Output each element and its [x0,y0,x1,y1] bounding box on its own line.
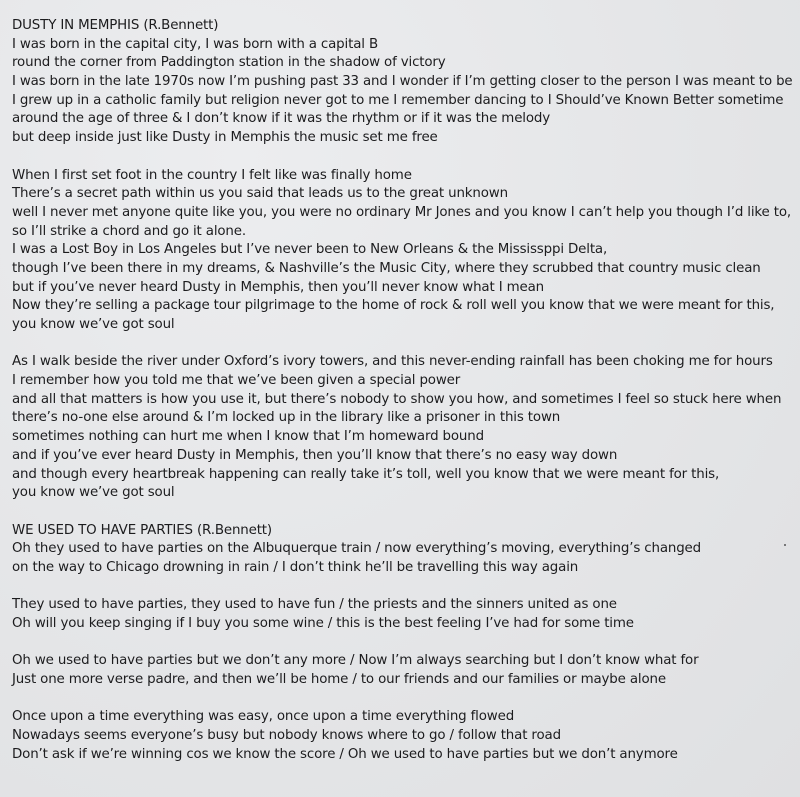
lyric-line: well I never met anyone quite like you, you were no ordinary Mr Jones and you know I can’t help you though I’d like to, [12,204,791,220]
lyric-line: on the way to Chicago drowning in rain / I don’t think he’ll be travelling this way again [12,559,579,575]
paper-speck [784,544,786,546]
stanza-4 [12,708,792,764]
lyric-line: Once upon a time everything was easy, once upon a time everything flowed [12,709,515,725]
lyric-line: When I first set foot in the country I felt like was finally home [12,167,412,183]
lyric-line: There’s a secret path within us you said that leads us to the great unknown [12,186,508,202]
lyric-line: and if you’ve ever heard Dusty in Memphis, then you’ll know that there’s no easy way down [12,447,618,463]
lyric-line: I was a Lost Boy in Los Angeles but I’ve never been to New Orleans & the Mississppi Delta, [12,242,608,258]
lyric-line: As I walk beside the river under Oxford’s ivory towers, and this never-ending rainfall has been choking me for hours [12,354,773,370]
lyric-line: I was born in the late 1970s now I’m pushing past 33 and I wonder if I’m getting closer to the person I was meant to be [12,74,793,90]
lyric-line: Oh will you keep singing if I buy you some wine / this is the best feeling I’ve had for some time [12,616,634,631]
lyric-line: Now they’re selling a package tour pilgrimage to the home of rock & roll well you know that we were meant for this, [12,298,775,314]
lyric-line: though I’ve been there in my dreams, & Nashville’s the Music City, where they scrubbed that country music clean [12,260,761,276]
lyric-line: around the age of three & I don’t know if it was the rhythm or if it was the melody [12,111,551,127]
stanza-2 [12,596,792,633]
song-we-used-to-have-parties [12,522,792,765]
lyrics-sheet [12,17,792,765]
lyric-line: but if you’ve never heard Dusty in Memphis, then you’ll never know what I mean [12,279,544,295]
lyric-line: Oh they used to have parties on the Albuquerque train / now everything’s moving, everything’s changed [12,541,701,557]
lyric-line: but deep inside just like Dusty in Memphis the music set me free [12,130,438,146]
lyric-line: and though every heartbreak happening can really take it’s toll, well you know that we were meant for this, [12,466,720,482]
lyric-line: Nowadays seems everyone’s busy but nobody knows where to go / follow that road [12,728,561,744]
stanza-2 [12,167,792,335]
stanza-3 [12,652,792,689]
song-title: DUSTY IN MEMPHIS (R.Bennett) [12,18,219,33]
lyric-line: there’s no-one else around & I’m locked up in the library like a prisoner in this town [12,410,561,426]
lyric-line: I was born in the capital city, I was born with a capital B [12,36,378,52]
lyric-line: so I’ll strike a chord and go it alone. [12,223,246,239]
lyric-line: sometimes nothing can hurt me when I know that I’m homeward bound [12,429,484,445]
lyric-line: round the corner from Paddington station in the shadow of victory [12,55,446,71]
lyric-line: I grew up in a catholic family but religion never got to me I remember dancing to I Should’ve Known Better sometime [12,92,784,108]
song-title: WE USED TO HAVE PARTIES (R.Bennett) [12,522,272,538]
song-dusty-in-memphis [12,17,792,503]
lyric-line: you know we’ve got soul [12,485,175,501]
lyric-line: you know we’ve got soul [12,317,175,332]
lyric-line: Just one more verse padre, and then we’ll be home / to our friends and our families or maybe alone [12,672,666,688]
lyric-line: Oh we used to have parties but we don’t any more / Now I’m always searching but I don’t know what for [12,653,699,669]
stanza-3 [12,353,792,503]
lyric-line: They used to have parties, they used to have fun / the priests and the sinners united as one [12,597,617,613]
lyric-line: I remember how you told me that we’ve been given a special power [12,373,461,389]
lyric-line: Don’t ask if we’re winning cos we know the score / Oh we used to have parties but we don’t anymore [12,746,678,762]
lyric-line: and all that matters is how you use it, but there’s nobody to show you how, and sometimes I feel so stuck here when [12,391,782,407]
stanza-1 [12,540,792,577]
stanza-1 [12,36,792,148]
